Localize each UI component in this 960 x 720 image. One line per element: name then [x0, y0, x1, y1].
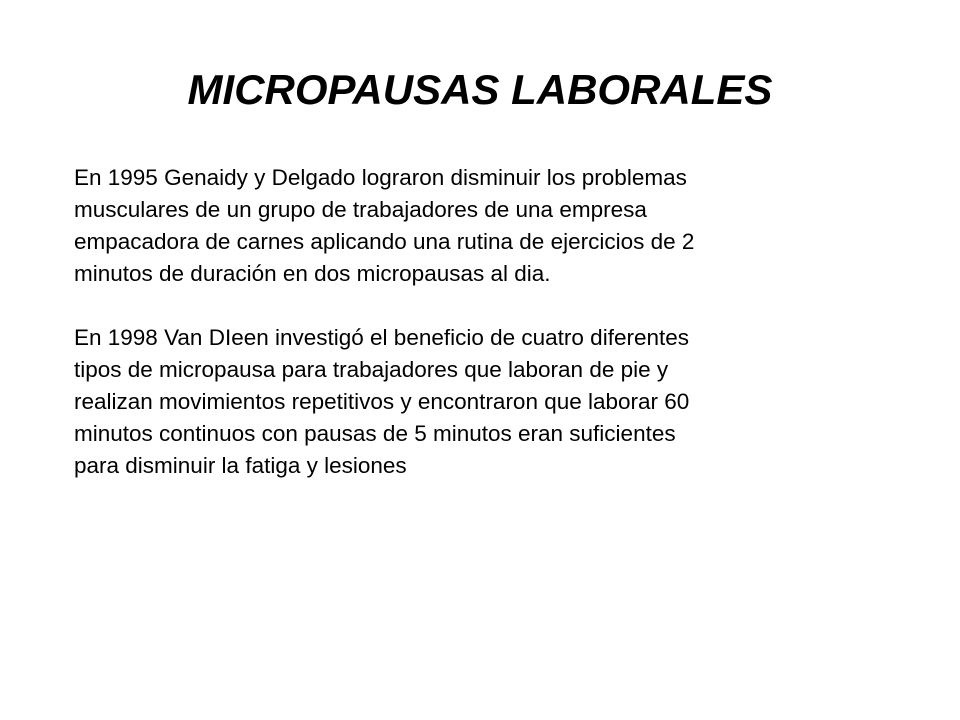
slide-body	[74, 162, 834, 482]
paragraph-1998-study: En 1998 Van DIeen investigó el beneficio de cuatro diferentes tipos de micropausa para trabajadores que laboran de pie y realizan movimientos repetitivos y encontraron que laborar 60 minutos continuos con pausas de 5 minutos eran suficientes para disminuir la fatiga y lesiones	[74, 325, 690, 478]
slide-title: MICROPAUSAS LABORALES	[187, 66, 773, 113]
paragraph-1995-study: En 1995 Genaidy y Delgado lograron disminuir los problemas musculares de un grupo de trabajadores de una empresa empacadora de carnes aplicando una rutina de ejercicios de 2 minutos de duración en dos micropausas al dia.	[74, 165, 695, 286]
